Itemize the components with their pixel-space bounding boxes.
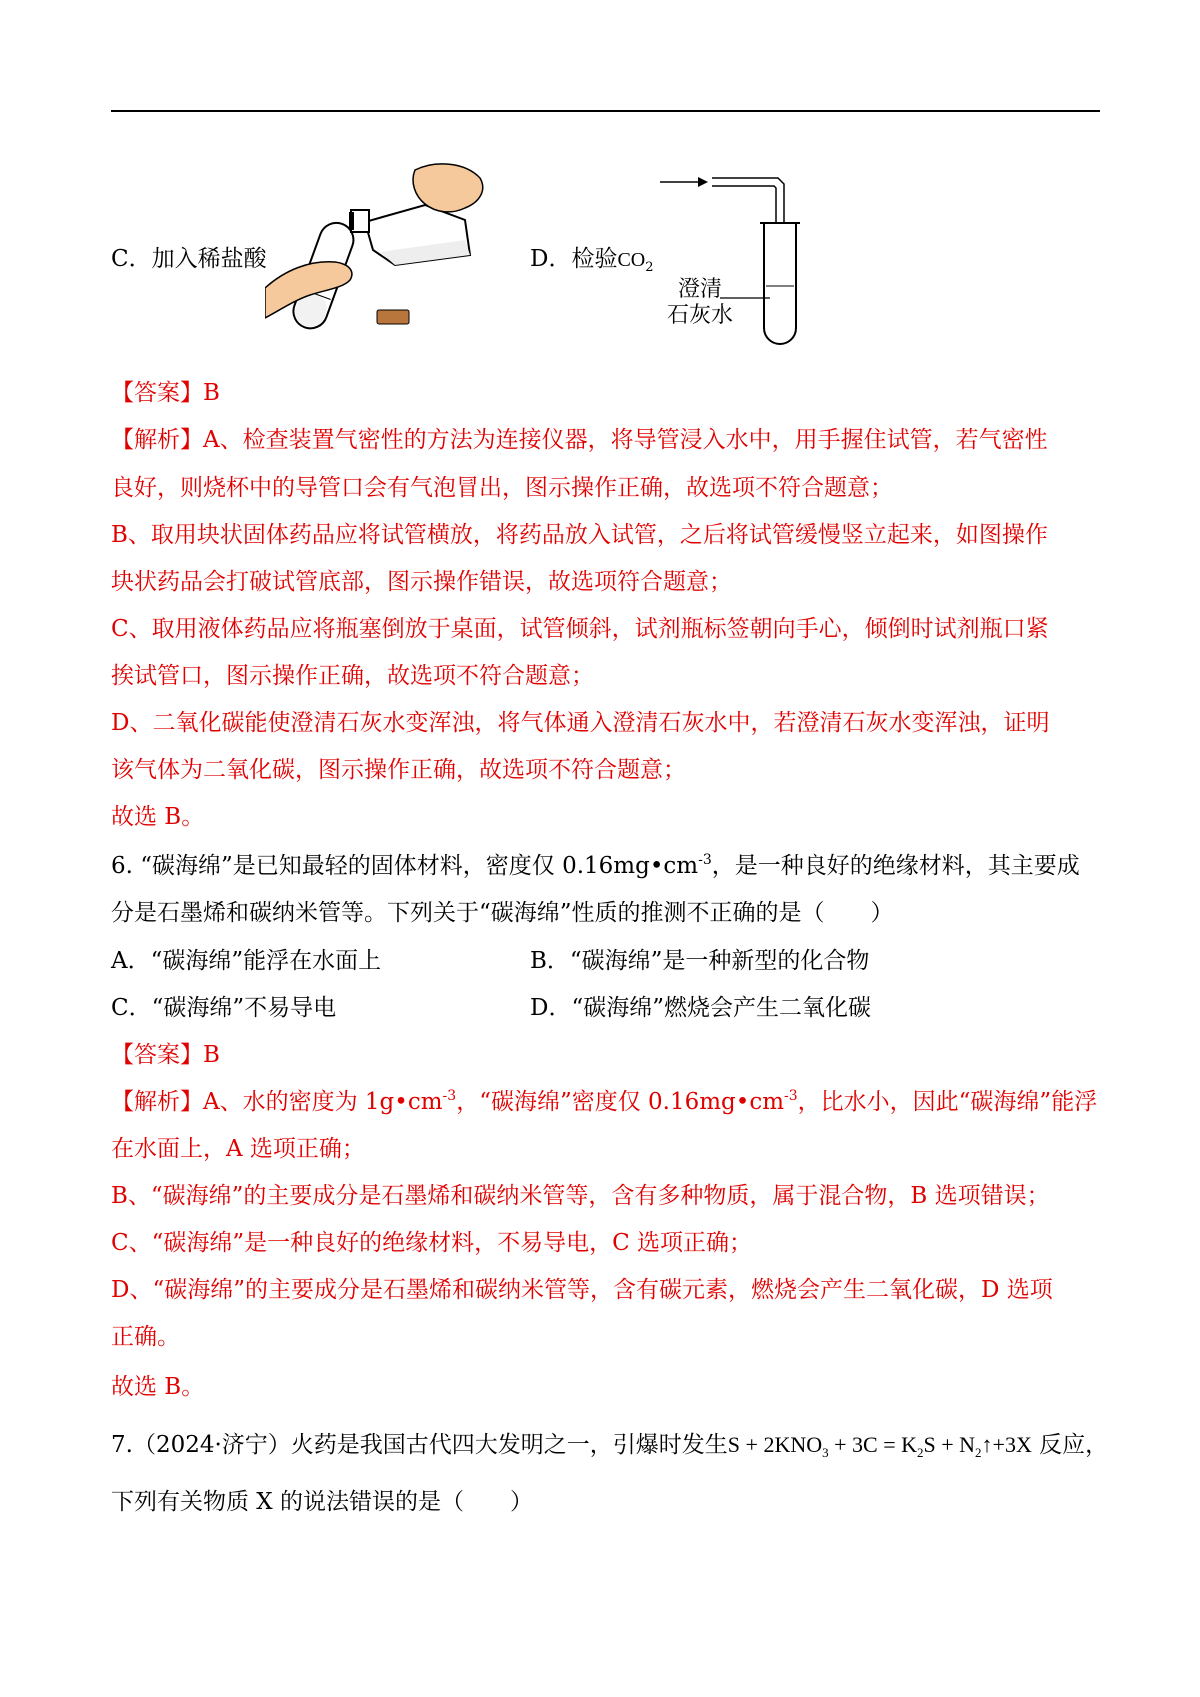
q6-option-b: B．“碳海绵”是一种新型的化合物 (530, 948, 870, 974)
equation-sub: 3 (822, 1445, 829, 1460)
q5-analysis-line: D、二氧化碳能使澄清石灰水变浑浊，将气体通入澄清石灰水中，若澄清石灰水变浑浊，证明 (111, 710, 1050, 736)
q5-analysis-line (111, 425, 1048, 455)
equation-sub: 2 (917, 1445, 924, 1460)
equation-part: + 3C = K (828, 1432, 917, 1457)
header-rule (111, 110, 1100, 112)
co2-formula: CO (617, 249, 646, 271)
equation-part: S + N (923, 1432, 976, 1457)
analysis-tag: 【解析】 (111, 1089, 203, 1115)
q6-analysis-line: B、“碳海绵”的主要成分是石墨烯和碳纳米管等，含有多种物质，属于混合物，B 选项错误； (111, 1183, 1050, 1209)
q7-stem-text: 7.（2024·济宁）火药是我国古代四大发明之一，引爆时发生 (111, 1432, 728, 1458)
q7-equation (727, 1432, 1032, 1460)
analysis-text: ，“碳海绵”密度仅 0.16mg•cm (456, 1089, 785, 1115)
q7-stem-line-2: 下列有关物质 X 的说法错误的是（ ） (111, 1489, 533, 1515)
q6-analysis-line: 正确。 (111, 1324, 180, 1350)
analysis-sup: -3 (784, 1088, 798, 1104)
q5-analysis-line: 挨试管口，图示操作正确，故选项不符合题意； (111, 663, 594, 689)
limewater-caption-2: 石灰水 (667, 303, 734, 328)
co2-subscript: 2 (645, 260, 654, 275)
analysis-tag: 【解析】 (111, 427, 203, 453)
answer-value: B (203, 380, 220, 406)
q7-stem-line-1 (111, 1430, 1108, 1460)
q6-option-d: D．“碳海绵”燃烧会产生二氧化碳 (530, 995, 871, 1021)
answer-tag: 【答案】 (111, 380, 203, 406)
analysis-text: ，比水小，因此“碳海绵”能浮 (797, 1089, 1098, 1115)
q5-analysis-line: C、取用液体药品应将瓶塞倒放于桌面，试管倾斜，试剂瓶标签朝向手心，倾倒时试剂瓶口紧 (111, 616, 1049, 642)
q6-stem-text: ，是一种良好的绝缘材料，其主要成 (711, 853, 1080, 879)
pour-liquid-illustration (265, 160, 505, 360)
q6-analysis-line: D、“碳海绵”的主要成分是石墨烯和碳纳米管等，含有碳元素，燃烧会产生二氧化碳，D 选项 (111, 1277, 1053, 1303)
q6-stem-sup: -3 (698, 852, 712, 868)
q7-stem-text: 反应， (1031, 1432, 1109, 1458)
analysis-text: A、检查装置气密性的方法为连接仪器，将导管浸入水中，用手握住试管，若气密性 (203, 427, 1048, 453)
q5-answer (111, 378, 220, 408)
q5-analysis-line: 故选 B。 (111, 804, 205, 830)
limewater-caption-1: 澄清 (678, 277, 723, 302)
q6-answer (111, 1040, 220, 1070)
q5-analysis-line: 该气体为二氧化碳，图示操作正确，故选项不符合题意； (111, 757, 686, 783)
q6-analysis-line: 在水面上，A 选项正确； (111, 1136, 365, 1162)
equation-sub: 2 (975, 1445, 982, 1460)
q6-stem-line-2: 分是石墨烯和碳纳米管等。下列关于“碳海绵”性质的推测不正确的是（ ） (111, 900, 894, 926)
q5-analysis-line: 块状药品会打破试管底部，图示操作错误，故选项符合题意； (111, 569, 732, 595)
q6-analysis-line (111, 1087, 1097, 1117)
analysis-text: A、水的密度为 1g•cm (203, 1089, 443, 1115)
q5-option-d (530, 244, 654, 275)
q5-option-c: C．加入稀盐酸 (111, 246, 267, 272)
q6-analysis-line: C、“碳海绵”是一种良好的绝缘材料，不易导电，C 选项正确； (111, 1230, 753, 1256)
q5-analysis-line: 良好，则烧杯中的导管口会有气泡冒出，图示操作正确，故选项不符合题意； (111, 475, 893, 501)
answer-tag: 【答案】 (111, 1042, 203, 1068)
q6-option-c: C．“碳海绵”不易导电 (111, 995, 337, 1021)
q6-stem-text: 6. “碳海绵”是已知最轻的固体材料，密度仅 0.16mg•cm (111, 853, 699, 879)
answer-value: B (203, 1042, 220, 1068)
q6-stem-line-1 (111, 851, 1080, 881)
analysis-sup: -3 (442, 1088, 457, 1104)
equation-part: S + 2KNO (727, 1432, 823, 1457)
q5-analysis-line: B、取用块状固体药品应将试管横放，将药品放入试管，之后将试管缓慢竖立起来，如图操作 (111, 522, 1048, 548)
q6-analysis-line: 故选 B。 (111, 1374, 205, 1400)
equation-part: ↑+3X (981, 1432, 1032, 1457)
q6-option-a: A．“碳海绵”能浮在水面上 (111, 948, 382, 974)
q5-option-d-label: D．检验 (530, 246, 618, 272)
